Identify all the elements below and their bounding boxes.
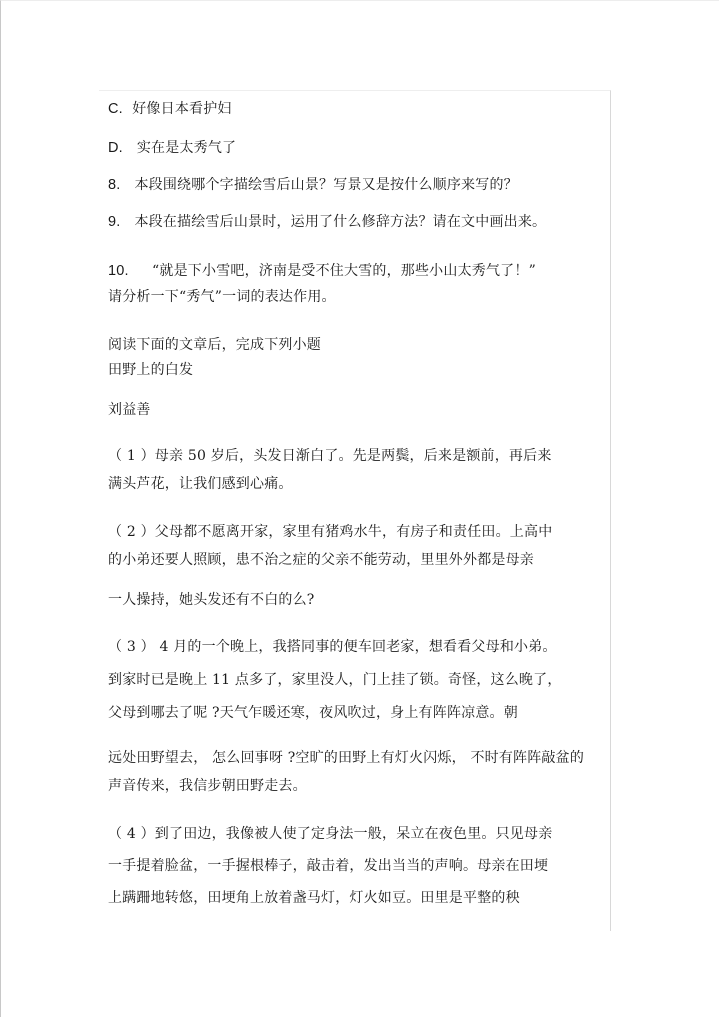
option-c (108, 99, 232, 119)
paragraph-3-line-5: 声音传来，我信步朝田野走去。 (108, 778, 307, 794)
paragraph-2-line-2: 的小弟还要人照顾，患不治之症的父亲不能劳动，里里外外都是母亲 (108, 552, 534, 568)
paragraph-3-line-4: 远处田野望去， 怎么回事呀 ?空旷的田野上有灯火闪烁， 不时有阵阵敲盆的 (108, 750, 585, 766)
option-text: 好像日本看护妇 (132, 101, 232, 117)
question-number: 8. (108, 177, 121, 193)
question-9 (108, 212, 546, 232)
question-number: 10. (108, 263, 129, 279)
paragraph-2-line-1: （ 2 ）父母都不愿离开家，家里有猪鸡水牛，有房子和责任田。上高中 (108, 524, 553, 540)
paragraph-4-line-3: 上蹒跚地转悠，田埂角上放着盏马灯，灯火如豆。田里是平整的秧 (108, 890, 520, 906)
question-text: 本段在描绘雪后山景时，运用了什么修辞方法？请在文中画出来。 (134, 214, 547, 230)
paragraph-1-line-2: 满头芦花，让我们感到心痛。 (108, 476, 293, 492)
question-number: 9. (108, 214, 121, 230)
question-text: 本段围绕哪个字描绘雪后山景？写景又是按什么顺序来写的？ (134, 177, 518, 193)
option-letter: D. (108, 140, 123, 156)
paragraph-1-line-1: （ 1 ）母亲 50 岁后，头发日渐白了。先是两鬓，后来是额前，再后来 (108, 448, 552, 464)
reading-instruction: 阅读下面的文章后，完成下列小题 (108, 337, 321, 353)
question-text: “就是下小雪吧，济南是受不住大雪的，那些小山太秀气了！” (152, 263, 536, 279)
option-d (108, 138, 236, 158)
question-10 (108, 261, 536, 281)
option-text: 实在是太秀气了 (136, 140, 237, 156)
paragraph-4-line-1: （ 4 ）到了田边，我像被人使了定身法一般，呆立在夜色里。只见母亲 (108, 826, 553, 842)
article-title: 田野上的白发 (108, 362, 194, 378)
paragraph-3-line-2: 到家时已是晚上 11 点多了，家里没人，门上挂了锁。奇怪，这么晚了， (108, 672, 562, 688)
paragraph-2-line-3: 一人操持，她头发还有不白的么? (108, 592, 315, 608)
paragraph-3-line-3: 父母到哪去了呢 ?天气乍暖还寒，夜风吹过，身上有阵阵凉意。朝 (108, 705, 518, 721)
paragraph-4-line-2: 一手提着脸盆，一手握根棒子，敲击着，发出当当的声响。母亲在田埂 (108, 858, 549, 874)
paragraph-3-line-1: （ 3 ） 4 月的一个晚上，我搭同事的便车回老家，想看看父母和小弟。 (108, 639, 557, 655)
question-8 (108, 175, 518, 195)
question-10-line-2: 请分析一下“秀气”一词的表达作用。 (108, 289, 336, 305)
option-letter: C. (108, 101, 123, 117)
article-author: 刘益善 (108, 402, 151, 418)
